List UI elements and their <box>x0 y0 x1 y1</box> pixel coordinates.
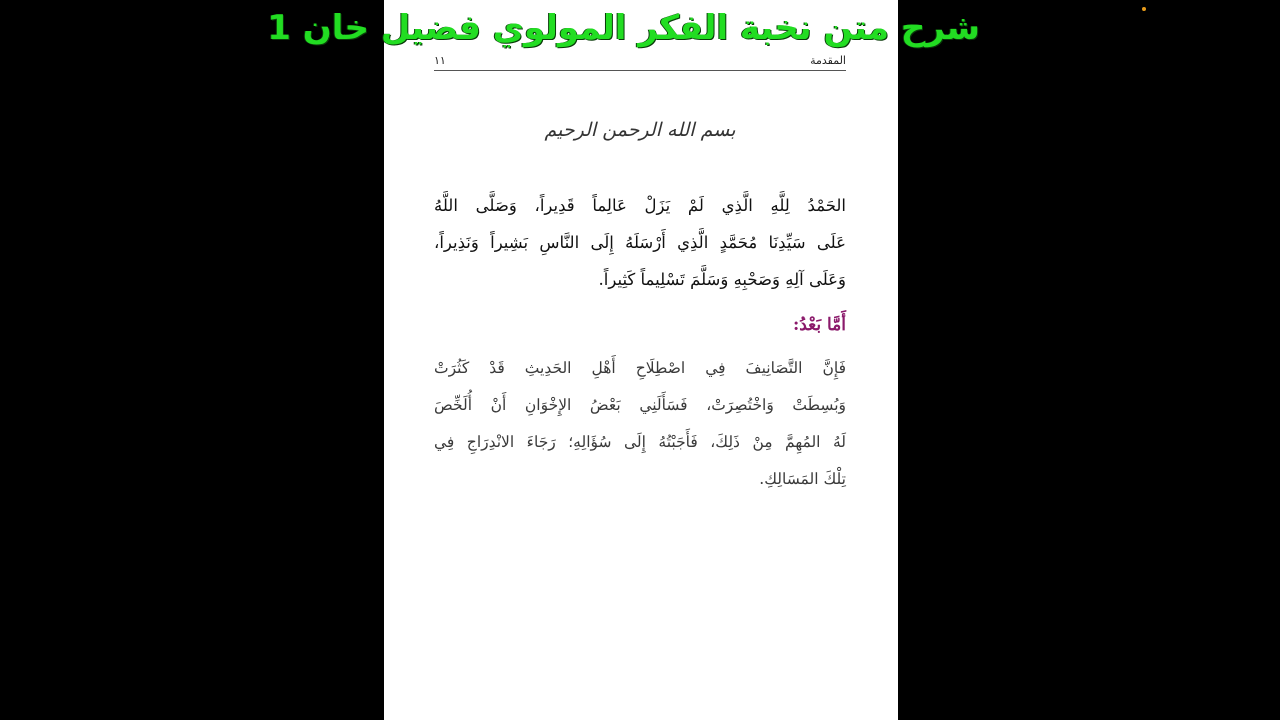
paragraph-opening <box>434 187 846 298</box>
subheading-amma-bad: أَمَّا بَعْدُ: <box>792 315 846 335</box>
running-head <box>434 52 846 70</box>
orange-dot-marker <box>1142 7 1146 11</box>
text-line: وَبُسِطَتْ وَاخْتُصِرَتْ، فَسَأَلَنِي بَعْضُ الإِخْوَانِ أَنْ أُلَخِّصَ <box>434 396 846 414</box>
text-line: عَلَى سَيِّدِنَا مُحَمَّدٍ الَّذِي أَرْسَلَهُ إِلَى النَّاسِ بَشِيراً وَنَذِيراً، <box>434 233 846 252</box>
text-line: لَهُ المُهِمَّ مِنْ ذَلِكَ، فَأَجَبْتُهُ إِلَى سُؤَالِهِ؛ رَجَاءَ الانْدِرَاجِ فِي <box>434 433 846 451</box>
page-number: ١١ <box>434 54 446 67</box>
video-title-overlay: شرح متن نخبة الفكر المولوي فضيل خان 1 <box>267 8 980 48</box>
header-rule <box>434 70 846 71</box>
text-line: فَإِنَّ التَّصَانِيفَ فِي اصْطِلَاحِ أَهْلِ الحَدِيثِ قَدْ كَثُرَتْ <box>434 359 846 377</box>
text-line: الحَمْدُ لِلَّهِ الَّذِي لَمْ يَزَلْ عَالِماً قَدِيراً، وَصَلَّى اللَّهُ <box>434 196 846 215</box>
text-line: تِلْكَ المَسَالِكِ. <box>759 470 846 488</box>
paragraph-body <box>434 350 846 498</box>
basmala-calligraphy: بسم الله الرحمن الرحيم <box>544 119 736 141</box>
running-head-section: المقدمة <box>810 54 846 67</box>
text-line: وَعَلَى آلِهِ وَصَحْبِهِ وَسَلَّمَ تَسْلِيماً كَثِيراً. <box>598 270 846 289</box>
